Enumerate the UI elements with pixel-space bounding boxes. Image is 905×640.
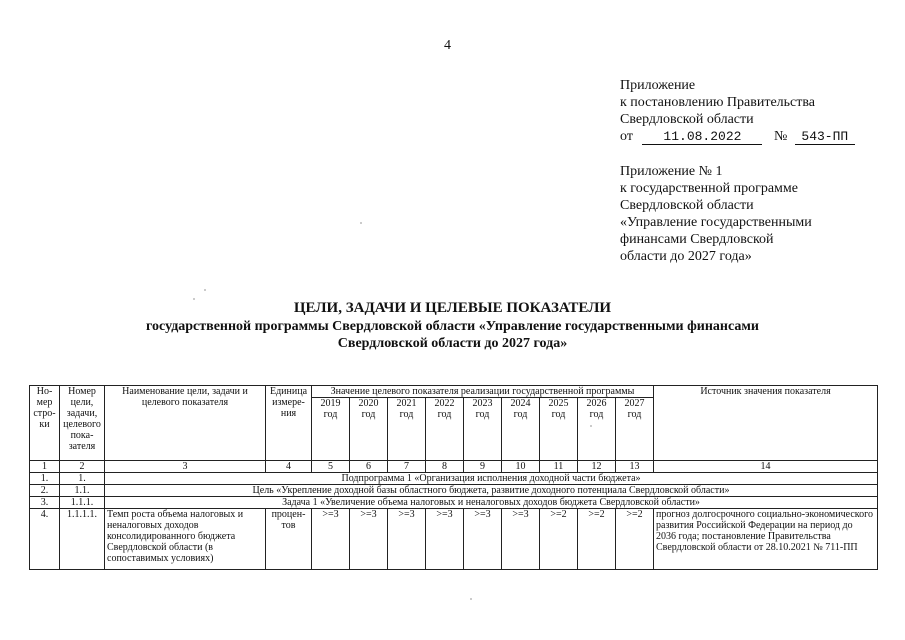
- header-row-number: Но-мер стро-ки: [30, 386, 60, 461]
- indicator-value: >=3: [426, 509, 464, 570]
- annex-line: к государственной программе: [620, 181, 798, 196]
- annex-line: Приложение № 1: [620, 164, 723, 179]
- approval-line: Приложение: [620, 78, 696, 93]
- indicator-unit: процен-тов: [266, 509, 312, 570]
- annex-line: Свердловской области: [620, 198, 754, 213]
- indicator-value: >=2: [578, 509, 616, 570]
- header-year: 2026 год: [578, 398, 616, 461]
- indicator-value: >=2: [540, 509, 578, 570]
- column-number: 12: [578, 461, 616, 473]
- header-name: Наименование цели, задачи и целевого показателя: [105, 386, 266, 461]
- header-year: 2019 год: [312, 398, 350, 461]
- task-title: Задача 1 «Увеличение объема налоговых и неналоговых доходов бюджета Свердловской области»: [105, 497, 878, 509]
- header-year: 2020 год: [350, 398, 388, 461]
- column-number: 9: [464, 461, 502, 473]
- indicator-value: >=3: [350, 509, 388, 570]
- column-number: 10: [502, 461, 540, 473]
- header-source: Источник значения показателя: [654, 386, 878, 461]
- column-number: 2: [60, 461, 105, 473]
- column-numbers-row: [30, 461, 878, 473]
- header-year: 2023 год: [464, 398, 502, 461]
- row-number: 1.: [30, 473, 60, 485]
- column-number: 11: [540, 461, 578, 473]
- column-number: 14: [654, 461, 878, 473]
- header-year: 2022 год: [426, 398, 464, 461]
- row-code: 1.: [60, 473, 105, 485]
- indicator-value: >=3: [312, 509, 350, 570]
- header-year: 2025 год: [540, 398, 578, 461]
- annex-line: финансами Свердловской: [620, 232, 774, 247]
- indicator-name: Темп роста объема налоговых и неналоговых доходов консолидированного бюджета Свердловской области (в сопоставимых условиях): [105, 509, 266, 570]
- indicator-source: прогноз долгосрочного социально-экономического развития Российской Федерации на период до 2036 года; постановление Правительства Свердловской области от 28.10.2021 № 711-ПП: [654, 509, 878, 570]
- annex-line: области до 2027 года»: [620, 249, 752, 264]
- table-row: [30, 509, 878, 570]
- column-number: 7: [388, 461, 426, 473]
- column-number: 4: [266, 461, 312, 473]
- row-code: 1.1.1.1.: [60, 509, 105, 570]
- column-number: 6: [350, 461, 388, 473]
- row-code: 1.1.1.: [60, 497, 105, 509]
- subprogram-title: Подпрограмма 1 «Организация исполнения доходной части бюджета»: [105, 473, 878, 485]
- date-prefix: от: [620, 129, 633, 144]
- column-number: 3: [105, 461, 266, 473]
- row-number: 3.: [30, 497, 60, 509]
- approval-block: [620, 77, 855, 145]
- header-values-group: Значение целевого показателя реализации государственной программы: [312, 386, 654, 398]
- header-year: 2027 год: [616, 398, 654, 461]
- number-prefix: №: [773, 129, 788, 144]
- column-number: 1: [30, 461, 60, 473]
- indicator-value: >=3: [502, 509, 540, 570]
- column-number: 13: [616, 461, 654, 473]
- document-subtitle: Свердловской области до 2027 года»: [337, 336, 568, 351]
- indicator-value: >=3: [464, 509, 502, 570]
- approval-number: 543-ПП: [795, 130, 855, 145]
- column-number: 8: [426, 461, 464, 473]
- header-year: 2024 год: [502, 398, 540, 461]
- annex-block: [620, 163, 812, 265]
- table-row: [30, 485, 878, 497]
- header-unit: Единица измере-ния: [266, 386, 312, 461]
- indicator-value: >=3: [388, 509, 426, 570]
- document-subtitle: государственной программы Свердловской области «Управление государственными финансами: [146, 319, 759, 334]
- goal-title: Цель «Укрепление доходной базы областного бюджета, развитие доходного потенциала Свердловской области»: [105, 485, 878, 497]
- column-number: 5: [312, 461, 350, 473]
- annex-line: «Управление государственными: [620, 215, 812, 230]
- goals-table: [29, 385, 878, 570]
- header-year: 2021 год: [388, 398, 426, 461]
- page-number: 4: [444, 38, 451, 53]
- approval-date: 11.08.2022: [642, 130, 762, 145]
- table-row: [30, 497, 878, 509]
- document-title: ЦЕЛИ, ЗАДАЧИ И ЦЕЛЕВЫЕ ПОКАЗАТЕЛИ: [293, 300, 612, 316]
- header-goal-number: Номер цели, задачи, целевого пока-зателя: [60, 386, 105, 461]
- row-number: 2.: [30, 485, 60, 497]
- table-row: [30, 473, 878, 485]
- indicator-value: >=2: [616, 509, 654, 570]
- row-number: 4.: [30, 509, 60, 570]
- approval-line: Свердловской области: [620, 112, 754, 127]
- table-header-row: [30, 386, 878, 398]
- row-code: 1.1.: [60, 485, 105, 497]
- approval-date-line: [620, 128, 855, 145]
- approval-line: к постановлению Правительства: [620, 95, 816, 110]
